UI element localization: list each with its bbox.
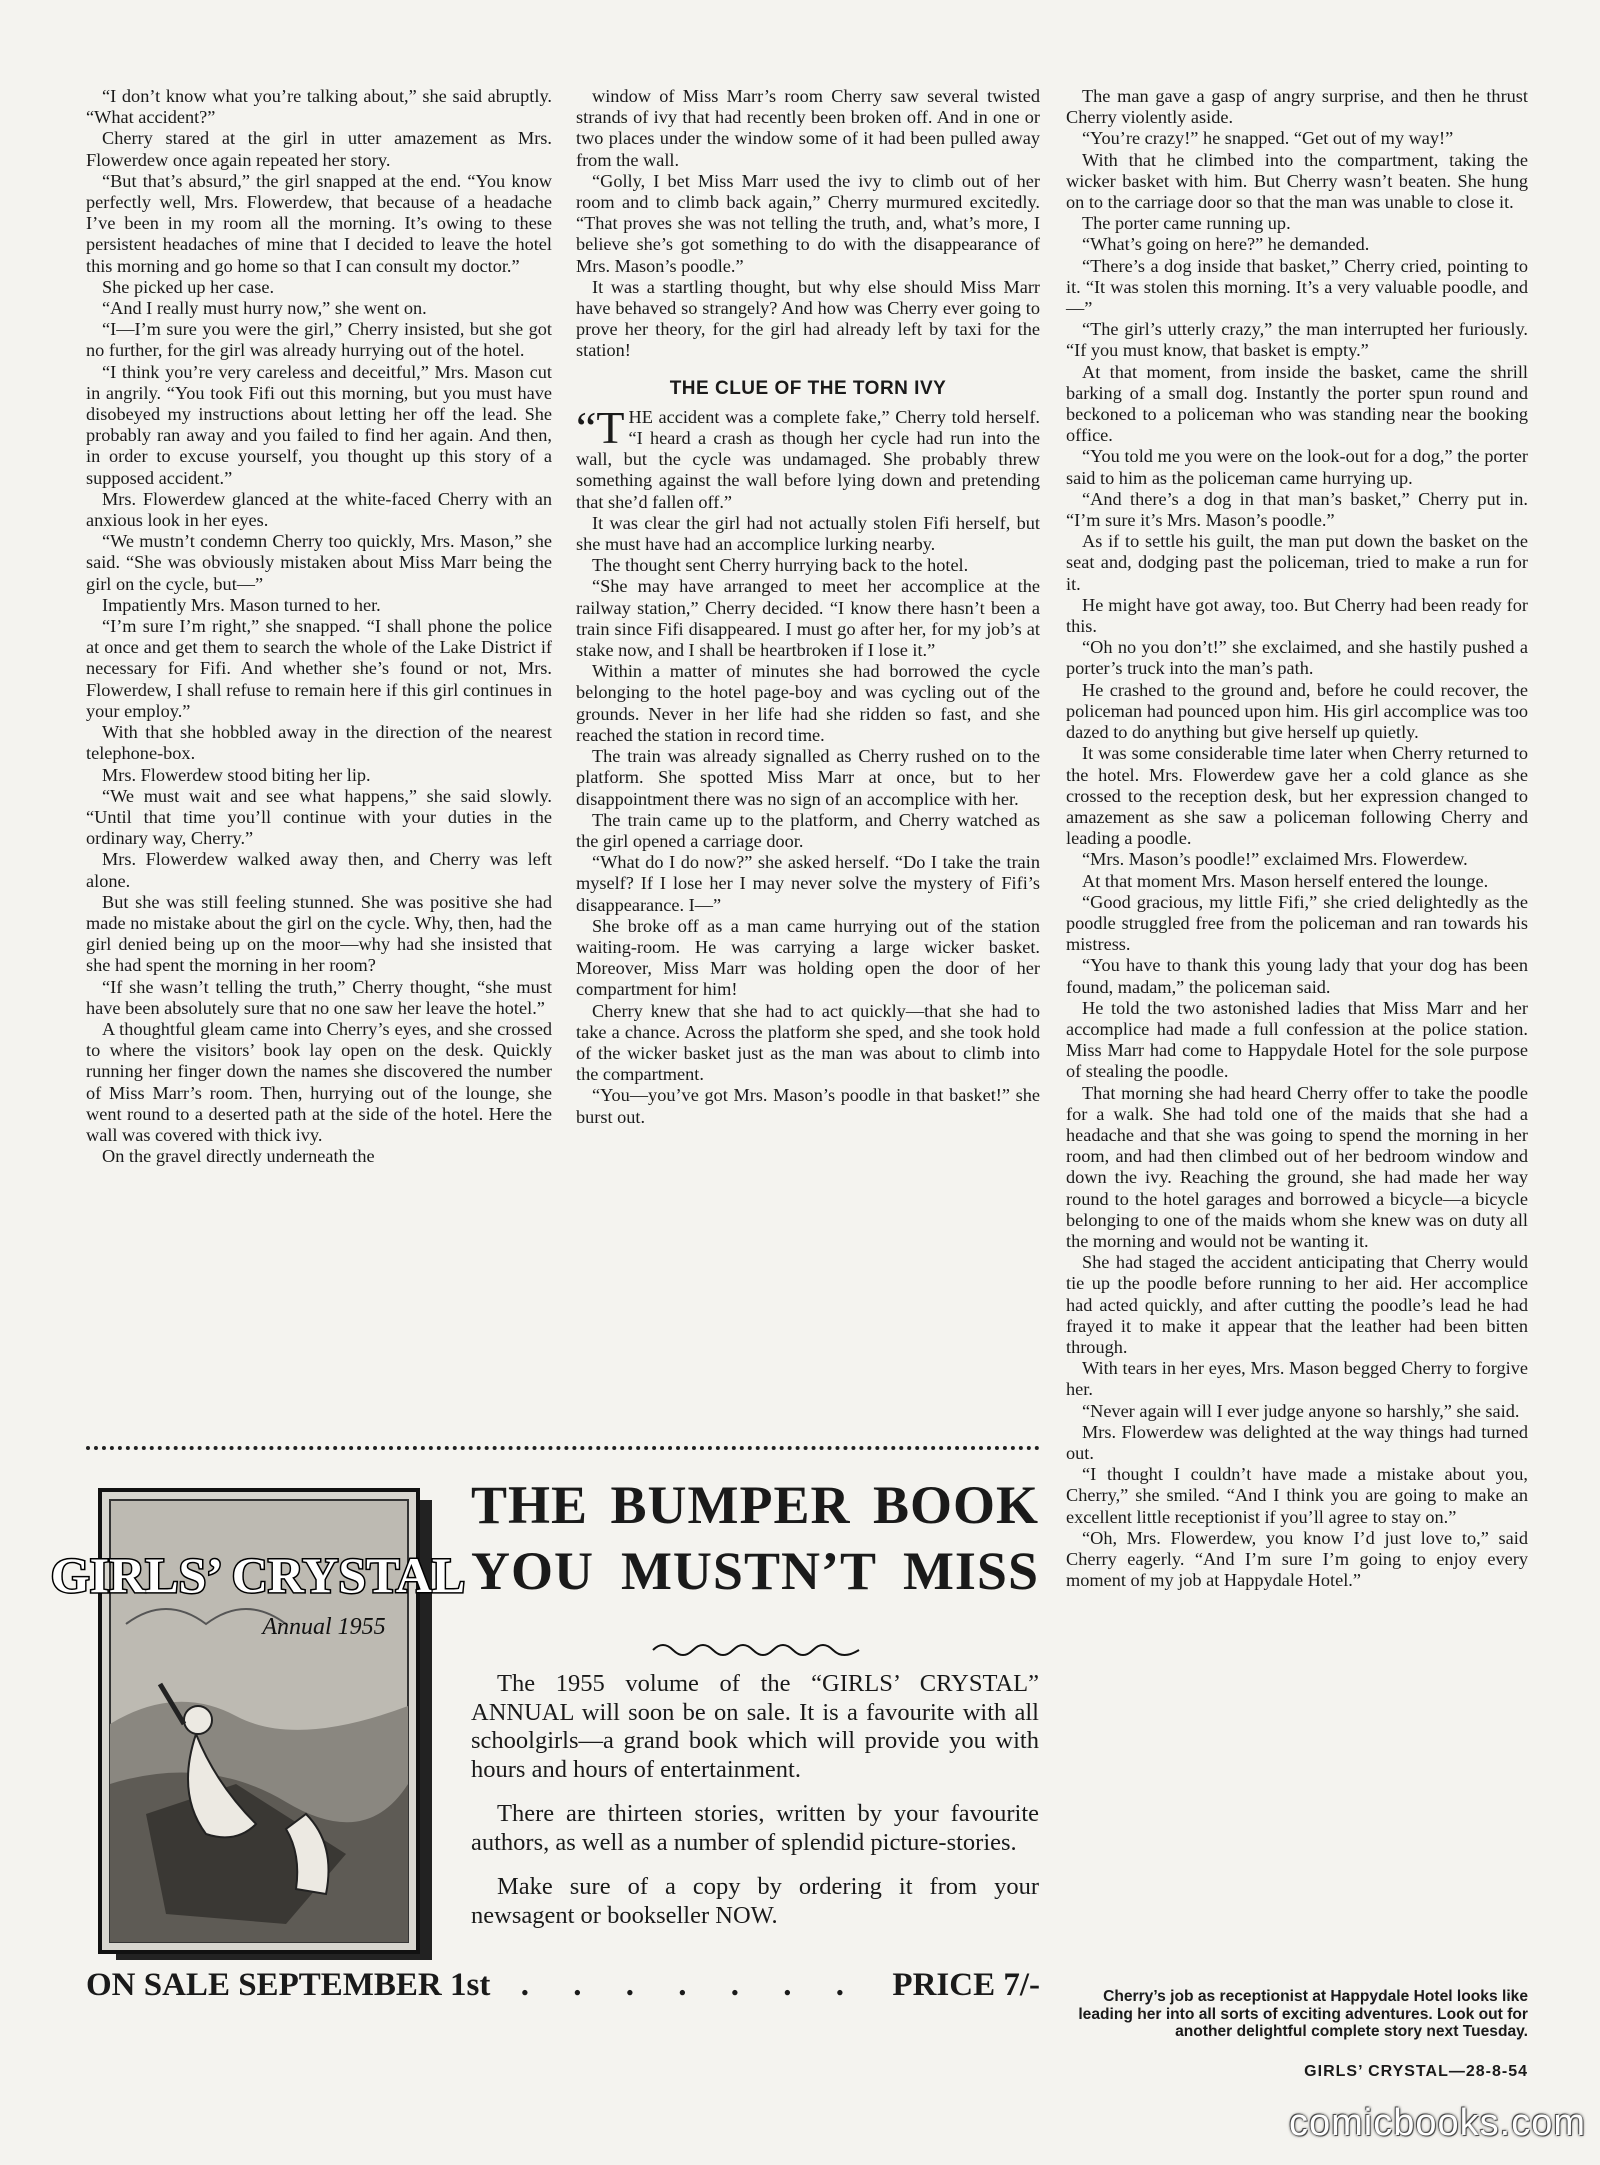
story-paragraph: “You’re crazy!” he snapped. “Get out of my way!” [1082,128,1454,149]
story-paragraph: He might have got away, too. But Cherry had been ready for this. [1066,594,1528,637]
story-paragraph: She broke off as a man came hurrying out of the station waiting-room. He was carrying a large wicker basket. Moreover, Miss Marr was holding open the door of her compartment for him! [576,915,1040,1000]
leader-dots: . . . . . . . [520,1967,862,2003]
ad-headline [471,1472,1039,1604]
story-paragraph: “And I really must hurry now,” she went on. [102,298,427,319]
story-paragraph: “You told me you were on the look-out for a dog,” the porter said to him as the policeman came hurrying up. [1066,446,1528,488]
story-paragraph: window of Miss Marr’s room Cherry saw several twisted strands of ivy that had recently been broken off. And in one or two places under the window some of it had been pulled away from the wall. [576,86,1040,170]
story-paragraph: “Oh, Mrs. Flowerdew, you know I’d just love to,” said Cherry eagerly. “And I’m sure I’m going to enjoy every moment of my job at Happydale Hotel.” [1066,1527,1528,1591]
story-paragraph: But she was still feeling stunned. She was positive she had made no mistake about the girl on the cycle. Why, then, had the girl denied being up on the moor—why had she insisted that she had spent the morning in her room? [86,891,552,976]
price: PRICE 7/- [892,1967,1040,2003]
story-paragraph: Mrs. Flowerdew stood biting her lip. [102,764,371,785]
book-title: GIRLS’ CRYSTAL [50,1547,466,1603]
story-paragraph: That morning she had heard Cherry offer to take the poodle for a walk. She had told one of the maids that she had a headache and that she was going to spend the morning in her room, and had then climbed out of her bedroom window and down the ivy. Reaching the ground, she had made her way round to the hotel garages and borrowed a bicycle—a bicycle belonging to one of the maids whom she knew was on duty all the morning and would not be wanting it. [1066,1082,1528,1251]
story-paragraph: “We mustn’t condemn Cherry too quickly, Mrs. Mason,” she said. “She was obviously mistaken about Miss Marr being the girl on the cycle, but—” [86,531,552,594]
dotted-divider [86,1446,1040,1450]
story-paragraph: “The girl’s utterly crazy,” the man interrupted her furiously. “If you must know, that basket is empty.” [1066,319,1528,361]
flourish-ornament [651,1638,861,1662]
story-paragraph: She had staged the accident anticipating that Cherry would tie up the poodle before running to her aid. Her accomplice had acted quickly, and after cutting the poodle’s lead he had frayed it to make it appear that the leather had been bitten through. [1066,1252,1528,1357]
ad-paragraph: There are thirteen stories, written by your favourite authors, as well as a number of splendid picture-stories. [471,1800,1039,1856]
story-paragraph: It was some considerable time later when Cherry returned to the hotel. Mrs. Flowerdew gave her a cold glance as she crossed to the reception desk, but her expression changed to amazement as she saw a policeman following Cherry and leading a poodle. [1066,743,1528,849]
story-paragraph: “I—I’m sure you were the girl,” Cherry insisted, but she got no further, for the girl was already hurrying out of the hotel. [86,319,552,361]
story-paragraph: “Golly, I bet Miss Marr used the ivy to climb out of her room and to climb back again,” Cherry murmured excitedly. “That proves she was not telling the truth, and, what’s more, I believe she’s got something to do with the disappearance of Mrs. Mason’s poodle.” [576,170,1040,276]
story-paragraph: The thought sent Cherry hurrying back to the hotel. [592,555,969,576]
book-subtitle: Annual 1955 [262,1614,386,1640]
story-paragraph: Impatiently Mrs. Mason turned to her. [102,594,381,615]
story-paragraph: With that she hobbled away in the direction of the nearest telephone-box. [86,722,552,764]
story-paragraph: It was a startling thought, but why else should Miss Marr have behaved so strangely? And how was Cherry ever going to prove her theory, for the girl had already left by taxi for the station! [576,276,1040,361]
story-paragraph: At that moment Mrs. Mason herself entered the lounge. [1082,870,1489,891]
story-paragraph: “But that’s absurd,” the girl snapped at the end. “You know perfectly well, Mrs. Flowerdew, that because of a headache I’ve been in my room all the morning. It’s owing to these persistent headaches of mine that I decided to leave the hotel this morning and go home so that I can consult my doctor.” [86,170,552,276]
story-paragraph: “I thought I couldn’t have made a mistake about you, Cherry,” she smiled. “And I think you are going to make an excellent little receptionist if you’ll agree to stay on.” [1066,1464,1528,1527]
story-paragraph: Mrs. Flowerdew glanced at the white-faced Cherry with an anxious look in her eyes. [86,488,552,531]
story-paragraph: “If she wasn’t telling the truth,” Cherry thought, “she must have been absolutely sure that no one saw her leave the hotel.” [86,976,552,1018]
story-paragraph: “I think you’re very careless and deceitful,” Mrs. Mason cut in angrily. “You took Fifi out this morning, but you must have disobeyed my instructions about letting her off the lead. She probably ran away and you failed to find her again. And then, in order to excuse yourself, you thought up this story of a supposed accident.” [86,361,552,488]
story-paragraph: “I don’t know what you’re talking about,” she said abruptly. “What accident?” [86,86,552,128]
story-paragraph: “What’s going on here?” he demanded. [1082,234,1370,255]
story-paragraph: He crashed to the ground and, before he could recover, the policeman had pounced upon him. His girl accomplice was too dazed to do anything but give herself up quietly. [1066,679,1528,743]
next-issue-note: Cherry’s job as receptionist at Happydale Hotel looks like leading her into all sorts of exciting adventures. Look out for another delightful complete story next Tuesday. [1078,1988,1528,2040]
dropcap-paragraph-text: HE accident was a complete fake,” Cherry told herself. “I heard a crash as though her cycle had run into the wall, but the cycle was undamaged. She probably threw something against the wall before lying down and pretending that she’d fallen off.” [576,406,1040,512]
story-paragraph: “Oh no you don’t!” she exclaimed, and she hastily pushed a porter’s truck into the man’s path. [1066,637,1528,679]
story-paragraph: She picked up her case. [102,276,275,297]
story-paragraph: “She may have arranged to meet her accomplice at the railway station,” Cherry decided. “I know there hasn’t been a train since Fifi disappeared. I must go after her, for my job’s at stake now, and I shall be heartbroken if I lose it.” [576,576,1040,661]
section-heading: THE CLUE OF THE TORN IVY [669,377,947,399]
story-paragraph: “Good gracious, my little Fifi,” she cried delightedly as the poodle struggled free from the policeman and ran towards his mistress. [1066,891,1528,955]
story-paragraph: A thoughtful gleam came into Cherry’s eyes, and she crossed to where the visitors’ book lay open on the desk. Quickly running her finger down the names she discovered the number of Miss Marr’s room. Then, hurrying out of the lounge, she went round to a deserted path at the side of the hotel. Here the wall was covered with thick ivy. [86,1018,552,1145]
story-paragraph: Mrs. Flowerdew walked away then, and Cherry was left alone. [86,849,552,891]
story-paragraph: “You—you’ve got Mrs. Mason’s poodle in that basket!” she burst out. [576,1085,1040,1127]
ad-body [471,1670,1039,1946]
story-paragraph: Cherry knew that she had to act quickly—that she had to take a chance. Across the platform she sped, and she took hold of the wicker basket just as the man was about to climb into the compartment. [576,1000,1040,1085]
story-paragraph: He told the two astonished ladies that Miss Marr and her accomplice had made a full confession at the police station. Miss Marr had come to Happydale Hotel for the sole purpose of stealing the poodle. [1066,997,1528,1082]
story-column-2 [576,86,1040,1128]
story-paragraph: “Mrs. Mason’s poodle!” exclaimed Mrs. Flowerdew. [1082,849,1468,870]
story-paragraph: “Never again will I ever judge anyone so harshly,” she said. [1082,1400,1520,1421]
story-paragraph: It was clear the girl had not actually stolen Fifi herself, but she must have had an accomplice lurking nearby. [576,512,1040,555]
story-paragraph: “There’s a dog inside that basket,” Cherry cried, pointing to it. “It was stolen this morning. It’s a very valuable poodle, and—” [1066,255,1528,319]
ad-headline-line-2: YOU MUSTN’T MISS [471,1541,1039,1601]
issue-date: GIRLS’ CRYSTAL—28-8-54 [1304,2063,1528,2080]
story-column-2-top [576,86,1040,362]
ad-footer [86,1967,1040,2004]
story-paragraph: With tears in her eyes, Mrs. Mason begged Cherry to forgive her. [1066,1358,1528,1400]
annual-advertisement [50,1462,1040,2022]
story-paragraph: “You have to thank this young lady that your dog has been found, madam,” the policeman said. [1066,955,1528,997]
dropcap-paragraph [576,401,1040,513]
story-paragraph: The train came up to the platform, and Cherry watched as the girl opened a carriage door. [576,809,1040,851]
story-column-2-bottom [576,513,1040,1128]
ad-paragraph: The 1955 volume of the “GIRLS’ CRYSTAL” ANNUAL will soon be on sale. It is a favourite with all schoolgirls—a grand book which will provide you with hours and hours of entertainment. [471,1670,1039,1783]
annual-book-illustration [50,1484,466,1964]
story-paragraph: The train was already signalled as Cherry rushed on to the platform. She spotted Miss Marr at once, but to her disappointment there was no sign of an accomplice with her. [576,746,1040,809]
story-column-3 [1066,86,1528,1591]
drop-cap: “T [576,401,625,453]
story-paragraph: At that moment, from inside the basket, came the shrill barking of a small dog. Instantly the porter spun round and beckoned to a policeman who was standing near the booking office. [1066,361,1528,446]
story-paragraph: “What do I do now?” she asked herself. “Do I take the train myself? If I lose her I may never solve the mystery of Fifi’s disappearance. I—” [576,852,1040,915]
on-sale-date: ON SALE SEPTEMBER 1st [86,1967,491,2003]
site-watermark: comicbooks.com [1289,2102,1586,2144]
story-paragraph: Within a matter of minutes she had borrowed the cycle belonging to the hotel page-boy and was cycling out of the grounds. Never in her life had she ridden so fast, and she reached the station in record time. [576,661,1040,745]
story-paragraph: “I’m sure I’m right,” she snapped. “I shall phone the police at once and get them to search the whole of the Lake District if necessary for Fifi. And whether she’s found or not, Mrs. Flowerdew, I shall refuse to remain here if this girl continues in your employ.” [86,616,552,721]
story-paragraph: Cherry stared at the girl in utter amazement as Mrs. Flowerdew once again repeated her story. [86,128,552,170]
story-column-1 [86,86,552,1167]
story-paragraph: “We must wait and see what happens,” she said slowly. “Until that time you’ll continue with your duties in the ordinary way, Cherry.” [86,785,552,849]
story-paragraph: As if to settle his guilt, the man put down the basket on the seat and, dodging past the policeman, tried to make a run for it. [1066,531,1528,594]
story-paragraph: The man gave a gasp of angry surprise, and then he thrust Cherry violently aside. [1066,86,1528,128]
ad-headline-line-1: THE BUMPER BOOK [471,1475,1039,1535]
story-paragraph: The porter came running up. [1082,213,1291,234]
ad-paragraph: Make sure of a copy by ordering it from your newsagent or bookseller NOW. [471,1873,1039,1929]
story-paragraph: On the gravel directly underneath the [102,1146,375,1167]
story-paragraph: Mrs. Flowerdew was delighted at the way things had turned out. [1066,1421,1528,1463]
story-paragraph: “And there’s a dog in that man’s basket,” Cherry put in. “I’m sure it’s Mrs. Mason’s poodle.” [1066,488,1528,531]
story-paragraph: With that he climbed into the compartment, taking the wicker basket with him. But Cherry wasn’t beaten. She hung on to the carriage door so that the man was unable to close it. [1066,149,1528,213]
